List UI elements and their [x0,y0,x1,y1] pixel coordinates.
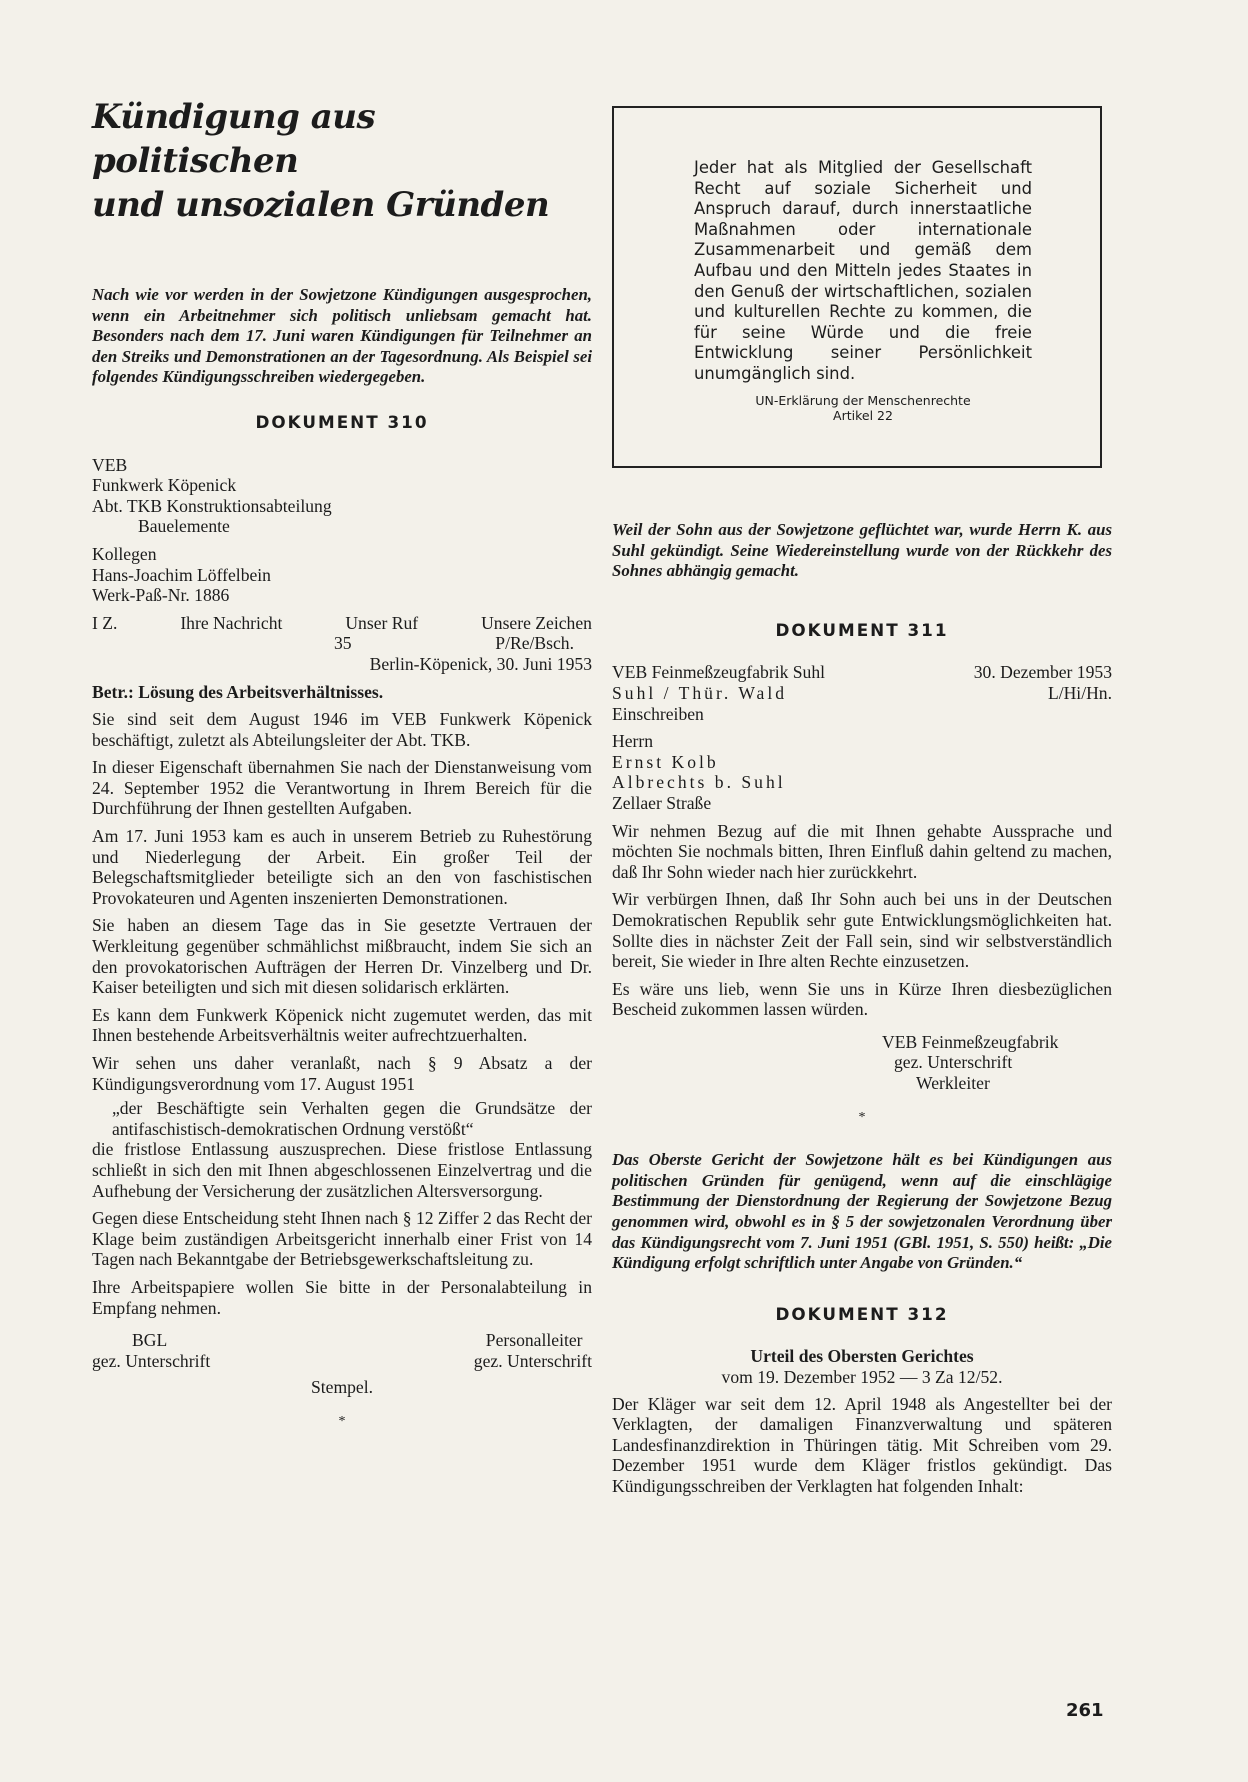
delivery-mode: Einschreiben [612,703,704,724]
document-312-heading: DOKUMENT 312 [775,1303,949,1324]
article-title [92,95,592,227]
citation-source: UN-Erklärung der Menschenrechte [755,392,971,408]
sender-line: Abt. TKB Konstruktionsabteilung [92,495,332,516]
signature-name: gez. Unterschrift [473,1350,592,1371]
letter-paragraph: Wir verbürgen Ihnen, daß Ihr Sohn auch bei uns in der Deutschen Demokratischen Republik sehr gute Entwicklungsmöglichkeiten hat. Sollte dies in nächster Zeit der Fall sein, sind wir selbstverständlich bereit, Sie wieder in Ihre alten Rechte einzusetzen. [612,889,1112,972]
title-line: und unsozialen Gründen [92,185,550,225]
reference-block [92,613,592,675]
separator-star: * [858,1109,866,1125]
recipient-line: Kollegen [92,543,157,564]
sender-ref-row [612,683,1112,704]
letter-paragraph: Wir sehen uns daher veranlaßt, nach § 9 Absatz a der Kündigungsverordnung vom 17. August 1951 [92,1053,592,1094]
title-line: Kündigung aus politischen [92,97,376,181]
lead-paragraph: Nach wie vor werden in der Sowjetzone Kündigungen ausgesprochen, wenn ein Arbeitnehmer sich politisch unliebsam gemacht hat. Besonders nach dem 17. Juni waren Kündigungen für Teilnehmer an den Streiks und Demonstrationen an der Tagesordnung. Als Beispiel sei folgendes Kündigungsschreiben wiedergegeben. [92,285,592,387]
signature-name: gez. Unterschrift [92,1350,211,1371]
letter-paragraph: Sie haben an diesem Tage das in Sie gesetzte Vertrauen der Werkleitung gegenüber schmählichst mißbraucht, indem Sie sich an den provokatorischen Aufträgen der Herren Dr. Vinzelberg und Dr. Kaiser beteiligten und sich mit diesen solidarisch erklärten. [92,915,592,998]
un-declaration-citation [694,393,1032,423]
signature-name: gez. Unterschrift [894,1052,1013,1073]
ref-label: Ihre Nachricht [180,612,283,633]
ref-label: I Z. [92,612,118,633]
letter-paragraph: Sie sind seit dem August 1946 im VEB Funkwerk Köpenick beschäftigt, zuletzt als Abteilungsleiter der Abt. TKB. [92,709,592,750]
ref-value: P/Re/Bsch. [495,633,574,654]
letter-paragraph: die fristlose Entlassung auszusprechen. Diese fristlose Entlassung schließt in sich den mit Ihnen abgeschlossenen Einzelvertrag und die Aufhebung der Versicherung der zusätzlichen Altersversorgung. [92,1139,592,1201]
address-line: Ernst Kolb [612,751,719,772]
intro-312: Das Oberste Gericht der Sowjetzone hält es bei Kündigungen aus politischen Gründen für genügend, wenn auf die einschlägige Bestimmung der Dienstordnung der Regierung der Sowjetzone Bezug genommen wird, obwohl es in § 5 der sowjetzonalen Verordnung über das Kündigungsrecht vom 7. Juni 1951 (GBl. 1951, S. 550) heißt: „Die Kündigung erfolgt schriftlich unter Angabe von Gründen.“ [612,1150,1112,1273]
recipient-line: Hans-Joachim Löffelbein [92,564,271,585]
letter-date: 30. Dezember 1953 [973,662,1112,683]
letter-paragraph: Ihre Arbeitspapiere wollen Sie bitte in der Personalabteilung in Empfang nehmen. [92,1276,592,1318]
un-declaration-text: Jeder hat als Mitglied der Gesellschaft Recht auf soziale Sicherheit und Anspruch darauf, durch innerstaatliche Maßnahmen oder internationale Zusammenarbeit und gemäß dem Aufbau und den Mitteln jedes Staates in den Genuß der wirtschaftlichen, sozialen und kulturellen Rechte zu kommen, die für seine Würde und die freie Entwicklung seiner Persönlichkeit unumgänglich sind. [694,158,1032,383]
stamp-label: Stempel. [310,1377,374,1398]
letter-paragraph: Es kann dem Funkwerk Köpenick nicht zugemutet werden, das mit Ihnen bestehende Arbeitsverhältnis weiter aufrechtzuerhalten. [92,1004,592,1046]
reference-values [92,633,592,654]
recipient-block [92,544,592,606]
signature-role: Personalleiter [485,1330,583,1351]
legal-quote: „der Beschäftigte sein Verhalten gegen die Grundsätze der antifaschistisch-demokratischen Ordnung verstößt“ [112,1098,592,1139]
signature-role: Werkleiter [916,1073,990,1094]
signature-role: BGL [132,1330,168,1351]
address-block [612,731,1112,813]
left-column [92,95,592,1433]
sender-block [92,455,592,537]
ref-label: Unser Ruf [345,612,419,633]
sender-date-row [612,662,1112,683]
letter-paragraph: Es wäre uns lieb, wenn Sie uns in Kürze Ihren diesbezüglichen Bescheid zukommen lassen würden. [612,978,1112,1020]
separator-star: * [338,1413,346,1429]
un-declaration-content [694,158,1032,423]
citation-article: Artikel 22 [833,407,893,423]
letter-paragraph: In dieser Eigenschaft übernahmen Sie nach der Dienstanweisung vom 24. September 1952 die Verantwortung in Ihrem Bereich für die Durchführung der Ihnen gestellten Aufgaben. [92,757,592,819]
ref-value: 35 [334,633,352,654]
signature-311 [612,1032,1112,1094]
recipient-line: Werk-Paß-Nr. 1886 [92,585,230,606]
address-line: Zellaer Straße [612,792,712,813]
subject-line: Betr.: Lösung des Arbeitsverhältnisses. [92,681,384,702]
place-date: Berlin-Köpenick, 30. Juni 1953 [369,653,592,674]
sender-town: Suhl / Thür. Wald [612,682,788,703]
page-number: 261 [1066,1700,1104,1721]
sender-line: Funkwerk Köpenick [92,475,237,496]
document-311-heading: DOKUMENT 311 [775,619,949,640]
sender-line: VEB [92,454,128,475]
judgment-text: Der Kläger war seit dem 12. April 1948 als Angestellter bei der Verklagten, der damaligen Finanzverwaltung und späteren Landesfinanzdirektion in Thüringen tätig. Mit Schreiben vom 29. Dezember 1951 wurde dem Kläger fristlos gekündigt. Das Kündigungsschreiben der Verklagten hat folgenden Inhalt: [612,1393,1112,1496]
right-column [612,520,1112,1504]
judgment-date: vom 19. Dezember 1952 — 3 Za 12/52. [721,1367,1003,1387]
sender-line: Bauelemente [138,516,230,537]
sender-company: VEB Feinmeßzeugfabrik Suhl [612,662,826,683]
reference-labels [92,613,592,634]
judgment-title: Urteil des Obersten Gerichtes [750,1346,974,1367]
signature-left [92,1330,210,1371]
letter-reference: L/Hi/Hn. [1047,682,1112,703]
ref-label: Unsere Zeichen [481,612,592,633]
address-line: Herrn [612,731,654,752]
letter-paragraph: Wir nehmen Bezug auf die mit Ihnen gehabte Aussprache und möchten Sie nochmals bitten, Ihren Einfluß dahin geltend zu machen, daß Ihr Sohn wieder nach hier zurückkehrt. [612,820,1112,882]
un-declaration-box [612,106,1102,468]
document-310-heading: DOKUMENT 310 [255,411,429,432]
signature-company: VEB Feinmeßzeugfabrik [882,1031,1059,1052]
signature-right [474,1330,592,1371]
intro-311: Weil der Sohn aus der Sowjetzone geflüchtet war, wurde Herrn K. aus Suhl gekündigt. Seine Wiedereinstellung wurde von der Rückkehr des Sohnes abhängig gemacht. [612,520,1112,581]
letter-paragraph: Gegen diese Entscheidung steht Ihnen nach § 12 Ziffer 2 das Recht der Klage beim zuständigen Arbeitsgericht innerhalb einer Frist von 14 Tagen nach Bekanntgabe der Betriebsgewerkschaftsleitung zu. [92,1208,592,1270]
signature-block [92,1330,592,1371]
address-line: Albrechts b. Suhl [612,772,786,793]
letter-paragraph: Am 17. Juni 1953 kam es auch in unserem Betrieb zu Ruhestörung und Niederlegung der Arbeit. Ein großer Teil der Belegschaftsmitglieder beteiligte sich an den von faschistischen Provokateuren und Agenten inszenierten Demonstrationen. [92,826,592,908]
